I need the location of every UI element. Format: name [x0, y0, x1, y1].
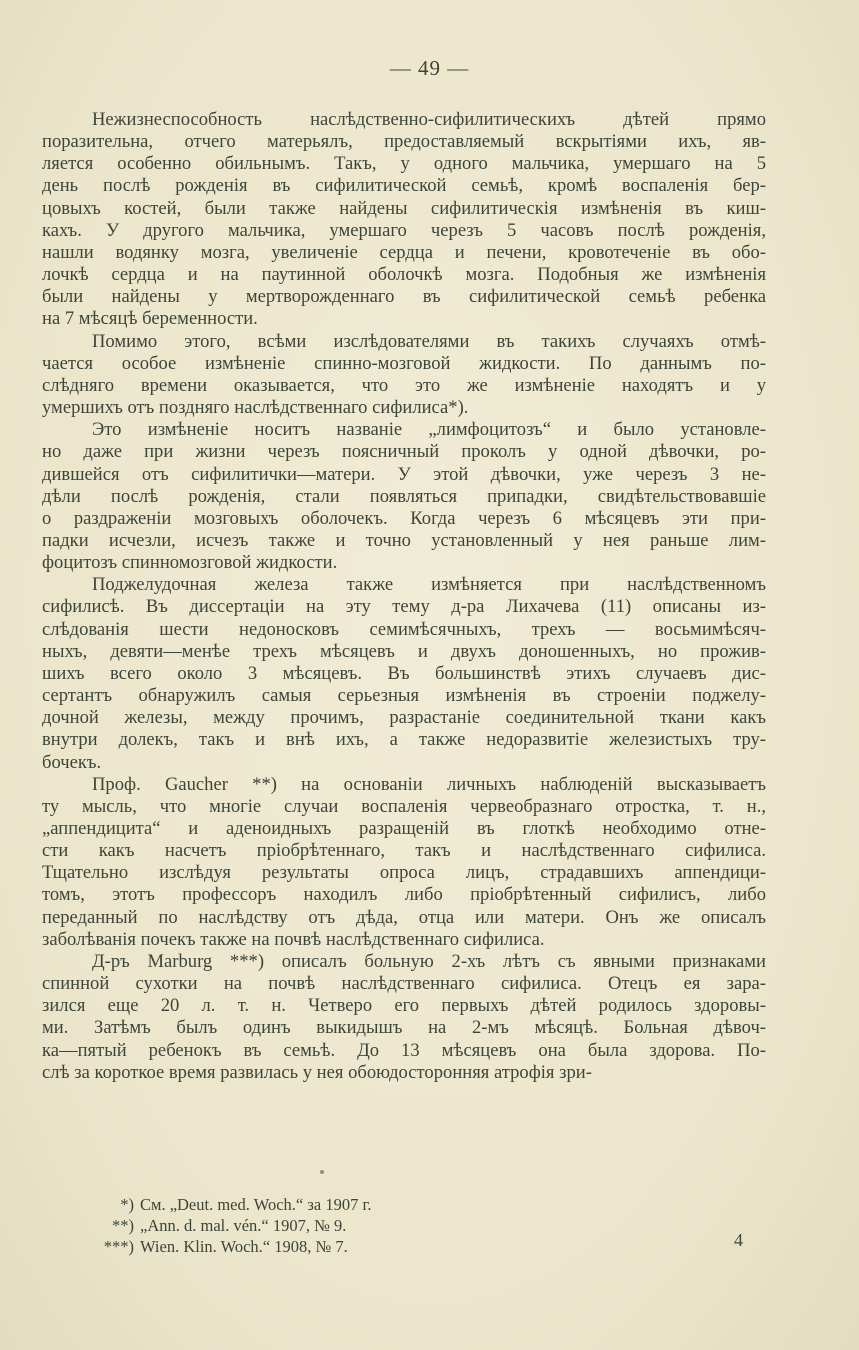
- text-line: бочекъ.: [42, 751, 102, 773]
- text-line: слѣдняго времени оказывается, что это же измѣненіе находятъ и у: [42, 374, 766, 396]
- text-line: Тщательно изслѣдуя результаты опроса лицъ, страдавшихъ аппендици-: [42, 862, 766, 884]
- text-line: падки исчезли, исчезъ также и точно установленный у нея раньше лим-: [42, 529, 766, 551]
- text-line: о раздраженіи мозговыхъ оболочекъ. Когда черезъ 6 мѣсяцевъ эти при-: [42, 507, 766, 529]
- text-line: на 7 мѣсяцѣ беременности.: [42, 308, 258, 330]
- paragraph: [42, 109, 766, 331]
- text-line: Поджелудочная железа также измѣняется при наслѣдственномъ: [92, 574, 766, 596]
- footnote: [96, 1194, 371, 1215]
- text-line: внутри долекъ, такъ и внѣ ихъ, а также недоразвитіе железистыхъ тру-: [42, 729, 766, 751]
- text-line: цовыхъ костей, были также найдены сифилитическія измѣненія въ киш-: [42, 197, 766, 219]
- text-line: умершихъ отъ поздняго наслѣдственнаго сифилиса*).: [42, 397, 469, 419]
- text-line: заболѣванія почекъ также на почвѣ наслѣдственнаго сифилиса.: [42, 928, 545, 950]
- paragraph: [42, 331, 766, 420]
- text-line: сти какъ насчетъ пріобрѣтеннаго, такъ и наслѣдственнаго сифилиса.: [42, 840, 766, 862]
- footnote-text: „Ann. d. mal. vén.“ 1907, № 9.: [140, 1216, 347, 1235]
- text-line: дившейся отъ сифилитички—матери. У этой дѣвочки, уже черезъ 3 не-: [42, 463, 766, 485]
- text-line: ныхъ, девяти—менѣе трехъ мѣсяцевъ и двухъ доношенныхъ, но прожив-: [42, 640, 766, 662]
- paragraph: [42, 774, 766, 951]
- text-line: „аппендицита“ и аденоидныхъ разращеній въ глоткѣ необходимо отне-: [42, 818, 766, 839]
- footnotes: [96, 1194, 371, 1257]
- text-line: ляется особенно обильнымъ. Такъ, у одного мальчика, умершаго на 5: [42, 153, 766, 175]
- footnote-mark: *): [120, 1195, 134, 1214]
- body-text: [42, 109, 766, 1084]
- text-line: нашли водянку мозга, увеличеніе сердца и печени, кровотеченіе въ обо-: [42, 241, 766, 263]
- text-line: ту мысль, что многіе случаи воспаленія червеобразнаго отростка, т. н.,: [42, 795, 766, 817]
- text-line: шихъ всего около 3 мѣсяцевъ. Въ большинствѣ этихъ случаевъ дис-: [42, 662, 766, 684]
- text-line: переданный по наслѣдству отъ дѣда, отца или матери. Онъ же описалъ: [42, 906, 766, 928]
- text-line: Нежизнеспособность наслѣдственно-сифилитическихъ дѣтей прямо: [92, 109, 766, 130]
- text-line: дочной железы, между прочимъ, разрастаніе соединительной ткани какъ: [42, 707, 766, 729]
- text-line: Помимо этого, всѣми изслѣдователями въ такихъ случаяхъ отмѣ-: [92, 330, 766, 352]
- text-line: сифилисѣ. Въ диссертаціи на эту тему д-ра Лихачева (11) описаны из-: [42, 596, 766, 618]
- text-line: зился еще 20 л. т. н. Четверо его первыхъ дѣтей родилось здоровы-: [42, 995, 766, 1017]
- paragraph: [42, 574, 766, 773]
- footnote: [96, 1236, 371, 1257]
- footnote-mark: **): [112, 1216, 134, 1235]
- text-line: чается особое измѣненіе спинно-мозговой жидкости. По даннымъ по-: [42, 352, 766, 374]
- text-line: ка—пятый ребенокъ въ семьѣ. До 13 мѣсяцевъ она была здорова. По-: [42, 1039, 766, 1061]
- text-line: Проф. Gaucher **) на основаніи личныхъ наблюденій высказываетъ: [92, 773, 766, 795]
- text-line: Это измѣненіе носитъ названіе „лимфоцитозъ“ и было установле-: [92, 419, 766, 441]
- text-line: поразительна, отчего матерьялъ, предоставляемый вскрытіями ихъ, яв-: [42, 131, 766, 153]
- text-line: кахъ. У другого мальчика, умершаго черезъ 5 часовъ послѣ рожденія,: [42, 219, 766, 241]
- text-line: сертантъ обнаружилъ самыя серьезныя измѣненія въ строеніи поджелу-: [42, 685, 766, 707]
- text-line: были найдены у мертворожденнаго въ сифилитической семьѣ ребенка: [42, 286, 766, 308]
- text-line: день послѣ рожденія въ сифилитической семьѣ, кромѣ воспаленія бер-: [42, 175, 766, 197]
- footnote-mark: ***): [103, 1237, 134, 1256]
- text-line: но даже при жизни черезъ поясничный проколъ у одной дѣвочки, ро-: [42, 441, 766, 463]
- text-line: лочкѣ сердца и на паутинной оболочкѣ мозга. Подобныя же измѣненія: [42, 264, 766, 286]
- text-line: ми. Затѣмъ былъ одинъ выкидышъ на 2-мъ мѣсяцѣ. Больная дѣвоч-: [42, 1017, 766, 1039]
- paragraph: [42, 951, 766, 1084]
- footnote-text: Wien. Klin. Woch.“ 1908, № 7.: [140, 1237, 348, 1256]
- text-line: Д-ръ Marburg ***) описалъ больную 2-хъ лѣтъ съ явными признаками: [92, 950, 766, 972]
- text-line: слѣдованія шести недоносковъ семимѣсячныхъ, трехъ — восьмимѣсяч-: [42, 618, 766, 640]
- printer-signature-mark: 4: [734, 1230, 743, 1250]
- paragraph: [42, 419, 766, 574]
- footnote-separator: [320, 1170, 324, 1174]
- footnote: [96, 1215, 371, 1236]
- footnote-text: См. „Deut. med. Woch.“ за 1907 г.: [140, 1195, 372, 1214]
- text-line: спинной сухотки на почвѣ наслѣдственнаго сифилиса. Отецъ ея зара-: [42, 973, 766, 995]
- text-line: дѣли послѣ рожденія, стали появляться припадки, свидѣтельствовавшіе: [42, 485, 766, 507]
- text-line: слѣ за короткое время развилась у нея обоюдосторонняя атрофія зри-: [42, 1061, 592, 1083]
- text-line: томъ, этотъ профессоръ находилъ либо пріобрѣтенный сифилисъ, либо: [42, 884, 766, 906]
- text-line: фоцитозъ спинномозговой жидкости.: [42, 552, 338, 574]
- page-number: — 49 —: [389, 56, 470, 80]
